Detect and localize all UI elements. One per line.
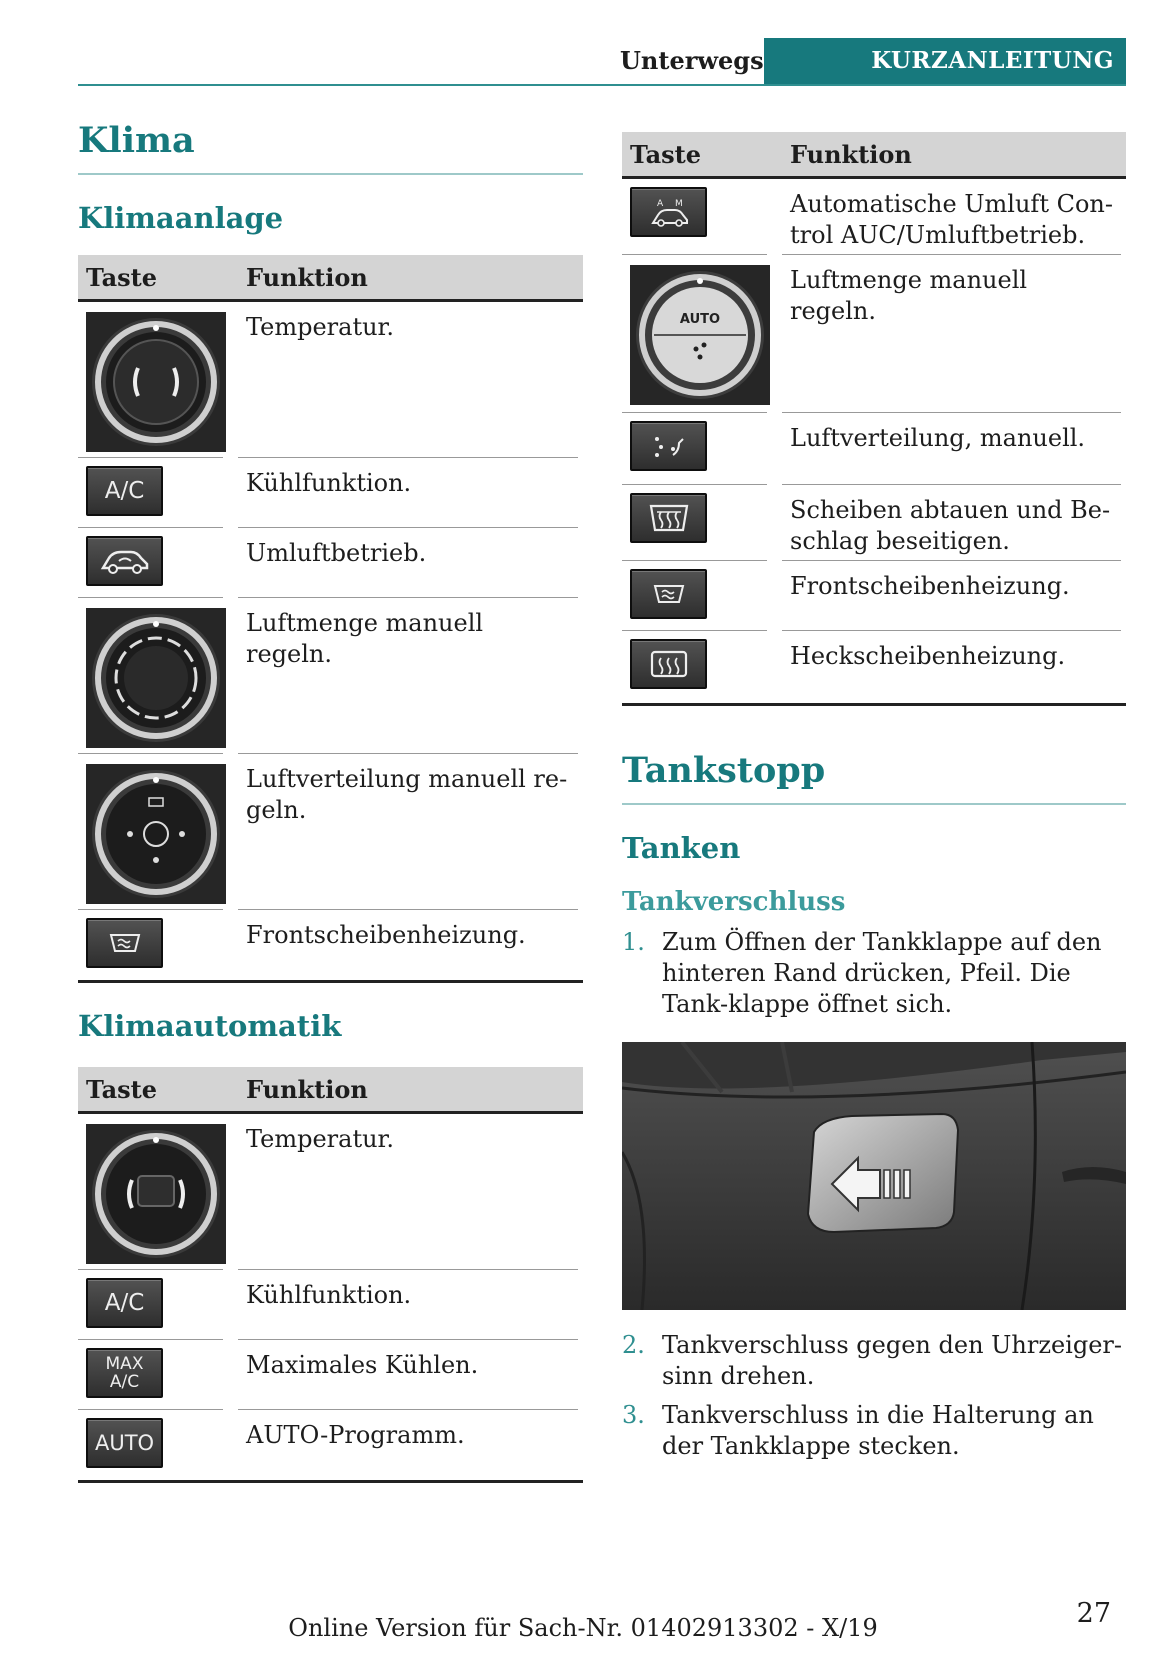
column-header-key: Taste bbox=[86, 1075, 157, 1104]
table-row bbox=[78, 1340, 583, 1410]
klimaanlage-heading: Klimaanlage bbox=[78, 201, 284, 235]
tankstopp-heading-rule bbox=[622, 803, 1126, 805]
list-item bbox=[622, 927, 1126, 1020]
column-header-function: Funktion bbox=[246, 263, 368, 292]
row-function: Luftverteilung, manuell. bbox=[790, 424, 1086, 452]
left-column bbox=[78, 120, 583, 1483]
klima-heading: Klima bbox=[78, 120, 195, 161]
table-row bbox=[622, 485, 1126, 561]
klimaanlage-table bbox=[78, 255, 583, 983]
svg-text:M: M bbox=[674, 199, 683, 209]
windshield-heat-icon bbox=[86, 918, 163, 968]
table-row bbox=[78, 1270, 583, 1340]
table-row bbox=[78, 910, 583, 980]
row-function: Luftmenge manuell regeln. bbox=[246, 609, 484, 668]
table-row bbox=[622, 255, 1126, 413]
ac-button: A/C bbox=[86, 1278, 163, 1328]
defrost-icon bbox=[630, 493, 707, 543]
column-header-function: Funktion bbox=[246, 1075, 368, 1104]
auto-button: AUTO bbox=[86, 1418, 163, 1468]
max-ac-line1: MAX bbox=[105, 1354, 144, 1374]
table-row bbox=[622, 179, 1126, 255]
header-rule bbox=[78, 84, 1126, 86]
temperature-knob-icon bbox=[86, 312, 226, 452]
row-function: Kühlfunktion. bbox=[246, 1281, 412, 1309]
row-function: Kühlfunktion. bbox=[246, 469, 412, 497]
table-row bbox=[78, 302, 583, 458]
step-number: 3. bbox=[622, 1401, 645, 1429]
fan-knob-icon bbox=[86, 608, 226, 748]
row-function: Maximales Kühlen. bbox=[246, 1351, 479, 1379]
right-column bbox=[622, 132, 1126, 1462]
step-number: 1. bbox=[622, 928, 645, 956]
column-header-key: Taste bbox=[86, 263, 157, 292]
row-function: Temperatur. bbox=[246, 313, 395, 341]
svg-text:A: A bbox=[656, 199, 663, 209]
svg-text:AUTO: AUTO bbox=[679, 312, 721, 327]
table-row bbox=[622, 631, 1126, 703]
fan-knob-auto-icon bbox=[630, 265, 770, 405]
table-row bbox=[78, 458, 583, 528]
header-section-title: Unterwegs bbox=[620, 46, 764, 75]
table-header bbox=[78, 255, 583, 302]
header-chapter-label: KURZANLEITUNG bbox=[764, 38, 1126, 86]
column-header-function: Funktion bbox=[790, 140, 912, 169]
klimaautomatik-heading: Klimaautomatik bbox=[78, 1009, 342, 1043]
row-function: Frontscheibenheizung. bbox=[246, 921, 526, 949]
table-header bbox=[622, 132, 1126, 179]
tanken-heading: Tanken bbox=[622, 831, 741, 865]
windshield-heat-icon bbox=[630, 569, 707, 619]
recirculation-icon bbox=[86, 536, 163, 586]
table-row bbox=[622, 561, 1126, 631]
step-text: Zum Öffnen der Tankklappe auf den hinteren Rand drücken, Pfeil. Die Tank-klappe öffnet sich. bbox=[662, 928, 1102, 1018]
steps-list-1 bbox=[622, 927, 1126, 1020]
fuel-flap-illustration bbox=[622, 1042, 1126, 1310]
air-distribution-knob-icon bbox=[86, 764, 226, 904]
row-function: Heckscheibenheizung. bbox=[790, 642, 1066, 670]
row-function: Luftverteilung manuell re-geln. bbox=[246, 765, 568, 824]
auc-icon bbox=[630, 187, 707, 237]
klima-heading-rule bbox=[78, 173, 583, 175]
max-ac-button bbox=[86, 1348, 163, 1398]
row-function: Umluftbetrieb. bbox=[246, 539, 427, 567]
temperature-knob-icon bbox=[86, 1124, 226, 1264]
row-function: Frontscheibenheizung. bbox=[790, 572, 1070, 600]
table-row bbox=[78, 754, 583, 910]
max-ac-line2: A/C bbox=[109, 1372, 140, 1392]
list-item bbox=[622, 1330, 1126, 1392]
tankverschluss-heading: Tankverschluss bbox=[622, 887, 846, 917]
row-function: Automatische Umluft Con-trol AUC/Umluftbetrieb. bbox=[790, 190, 1113, 249]
table-row bbox=[78, 1410, 583, 1480]
klima-right-table bbox=[622, 132, 1126, 706]
step-text: Tankverschluss in die Halterung an der Tankklappe stecken. bbox=[662, 1401, 1094, 1460]
row-function: Temperatur. bbox=[246, 1125, 395, 1153]
row-function: Luftmenge manuell regeln. bbox=[790, 266, 1028, 325]
klimaautomatik-table bbox=[78, 1067, 583, 1483]
tankstopp-heading: Tankstopp bbox=[622, 750, 826, 791]
page-number: 27 bbox=[1076, 1598, 1111, 1629]
table-row bbox=[622, 413, 1126, 485]
row-function: AUTO-Programm. bbox=[246, 1421, 465, 1449]
step-number: 2. bbox=[622, 1331, 645, 1359]
table-row bbox=[78, 598, 583, 754]
rear-window-heat-icon bbox=[630, 639, 707, 689]
footer-text: Online Version für Sach-Nr. 01402913302 - X/19 bbox=[288, 1614, 878, 1642]
fuel-flap-image bbox=[622, 1042, 1126, 1310]
step-text: Tankverschluss gegen den Uhrzeiger-sinn drehen. bbox=[662, 1331, 1122, 1390]
table-row bbox=[78, 1114, 583, 1270]
row-function: Scheiben abtauen und Be-schlag beseitigen. bbox=[790, 496, 1111, 555]
steps-list-2 bbox=[622, 1330, 1126, 1462]
column-header-key: Taste bbox=[630, 140, 701, 169]
air-distribution-icon bbox=[630, 421, 707, 471]
table-header bbox=[78, 1067, 583, 1114]
list-item bbox=[622, 1400, 1126, 1462]
table-row bbox=[78, 528, 583, 598]
ac-button: A/C bbox=[86, 466, 163, 516]
